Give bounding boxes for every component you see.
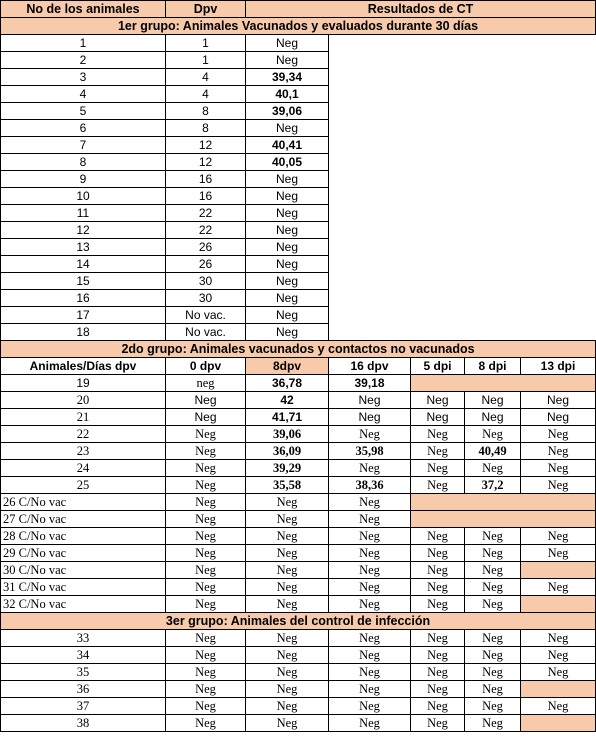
dpv-cell: 12 [166,154,246,171]
group1-row [1,171,596,188]
ct-cell: Neg [411,715,465,732]
results-table-body [1,1,596,732]
empty-cell [329,307,596,324]
ct-cell: 39,34 [246,69,329,86]
empty-cell [329,69,596,86]
group1-row [1,324,596,341]
animal-cell: 21 [1,409,166,426]
empty-cell [329,171,596,188]
empty-cell [329,205,596,222]
group1-row [1,137,596,154]
ct-cell: Neg [166,392,246,409]
header-dpv: Dpv [166,1,246,18]
dpv-cell: 8 [166,120,246,137]
ct-cell: Neg [329,715,411,732]
empty-highlight-cell [411,511,596,528]
group2-row [1,528,596,545]
ct-cell: Neg [166,630,246,647]
ct-cell: Neg [465,681,521,698]
ct-cell: Neg [411,545,465,562]
ct-cell: Neg [521,664,596,681]
group2-row [1,409,596,426]
animal-cell: 19 [1,375,166,392]
dpv-cell: 30 [166,273,246,290]
ct-cell: 35,58 [246,477,329,494]
ct-cell: Neg [166,477,246,494]
animal-cell: 7 [1,137,166,154]
ct-cell: Neg [246,494,329,511]
group2-row [1,494,596,511]
ct-cell: Neg [465,630,521,647]
group3-row [1,664,596,681]
animal-cell: 33 [1,630,166,647]
group1-row [1,86,596,103]
column-header: 0 dpv [166,358,246,375]
animal-cell: 38 [1,715,166,732]
dpv-cell: 4 [166,86,246,103]
ct-cell: Neg [411,460,465,477]
animal-cell: 13 [1,239,166,256]
group2-row [1,596,596,613]
group1-row [1,222,596,239]
animal-cell: 3 [1,69,166,86]
animal-cell: 31 C/No vac [1,579,166,596]
animal-cell: 14 [1,256,166,273]
dpv-cell: 12 [166,137,246,154]
ct-cell: Neg [329,409,411,426]
ct-cell: Neg [246,52,329,69]
ct-cell: Neg [246,664,329,681]
ct-cell: Neg [166,494,246,511]
ct-cell: Neg [329,630,411,647]
ct-cell: Neg [329,698,411,715]
ct-cell: neg [166,375,246,392]
ct-cell: Neg [411,392,465,409]
ct-cell: Neg [521,426,596,443]
ct-cell: 40,49 [465,443,521,460]
group1-row [1,120,596,137]
ct-cell: 42 [246,392,329,409]
ct-cell: Neg [411,562,465,579]
ct-cell: Neg [521,698,596,715]
ct-cell: Neg [411,596,465,613]
dpv-cell: 26 [166,256,246,273]
ct-cell: 39,06 [246,426,329,443]
ct-cell: Neg [246,222,329,239]
group3-row [1,630,596,647]
ct-cell: Neg [521,477,596,494]
animal-cell: 30 C/No vac [1,562,166,579]
main-header-row [1,1,596,18]
ct-cell: Neg [521,443,596,460]
animal-cell: 2 [1,52,166,69]
animal-cell: 22 [1,426,166,443]
animal-cell: 27 C/No vac [1,511,166,528]
column-header: Animales/Días dpv [1,358,166,375]
ct-cell: Neg [166,409,246,426]
group2-row [1,562,596,579]
column-header: 13 dpi [521,358,596,375]
dpv-cell: 4 [166,69,246,86]
animal-cell: 4 [1,86,166,103]
empty-highlight-cell [411,375,596,392]
ct-cell: Neg [521,409,596,426]
ct-cell: 38,36 [329,477,411,494]
group3-row [1,647,596,664]
group2-row [1,579,596,596]
ct-cell: Neg [166,562,246,579]
animal-cell: 32 C/No vac [1,596,166,613]
dpv-cell: 30 [166,290,246,307]
ct-cell: Neg [411,630,465,647]
ct-cell: Neg [329,460,411,477]
ct-cell: Neg [329,392,411,409]
ct-cell: Neg [166,579,246,596]
ct-cell: 39,18 [329,375,411,392]
ct-cell: Neg [246,239,329,256]
ct-cell: Neg [166,460,246,477]
ct-cell: 37,2 [465,477,521,494]
ct-cell: Neg [166,528,246,545]
dpv-cell: 1 [166,35,246,52]
ct-cell: Neg [246,630,329,647]
animal-cell: 9 [1,171,166,188]
group2-row [1,426,596,443]
group3-title: 3er grupo: Animales del control de infección [1,613,596,630]
empty-cell [329,86,596,103]
ct-cell: Neg [246,273,329,290]
empty-cell [329,120,596,137]
ct-cell: Neg [246,545,329,562]
dpv-cell: No vac. [166,324,246,341]
dpv-cell: 22 [166,205,246,222]
group3-row [1,681,596,698]
animal-cell: 35 [1,664,166,681]
animal-cell: 5 [1,103,166,120]
ct-cell: Neg [465,562,521,579]
group1-row [1,307,596,324]
empty-cell [329,239,596,256]
group1-row [1,205,596,222]
ct-cell: 36,78 [246,375,329,392]
ct-cell: 35,98 [329,443,411,460]
empty-cell [329,137,596,154]
ct-cell: Neg [411,664,465,681]
ct-cell: Neg [166,545,246,562]
column-header: 8 dpi [465,358,521,375]
animal-cell: 10 [1,188,166,205]
ct-cell: Neg [166,647,246,664]
ct-cell: 39,29 [246,460,329,477]
ct-cell: Neg [246,511,329,528]
group1-row [1,103,596,120]
ct-cell: Neg [411,528,465,545]
animal-cell: 36 [1,681,166,698]
empty-highlight-cell [521,681,596,698]
animal-cell: 16 [1,290,166,307]
ct-cell: Neg [465,409,521,426]
animal-cell: 25 [1,477,166,494]
animal-cell: 29 C/No vac [1,545,166,562]
animal-cell: 37 [1,698,166,715]
ct-cell: 39,06 [246,103,329,120]
ct-cell: Neg [246,120,329,137]
group1-row [1,69,596,86]
ct-cell: Neg [465,579,521,596]
ct-cell: Neg [166,715,246,732]
ct-cell: Neg [465,715,521,732]
ct-cell: Neg [465,664,521,681]
ct-cell: Neg [246,681,329,698]
ct-cell: Neg [411,477,465,494]
empty-cell [329,273,596,290]
group3-row [1,715,596,732]
ct-cell: Neg [246,715,329,732]
ct-cell: Neg [166,596,246,613]
group3-row [1,698,596,715]
animal-cell: 17 [1,307,166,324]
group1-row [1,52,596,69]
ct-cell: Neg [521,460,596,477]
dpv-cell: 22 [166,222,246,239]
ct-cell: Neg [246,698,329,715]
animal-cell: 15 [1,273,166,290]
dpv-cell: 26 [166,239,246,256]
ct-cell: Neg [465,528,521,545]
animal-cell: 1 [1,35,166,52]
group2-row [1,392,596,409]
animal-cell: 6 [1,120,166,137]
animal-cell: 8 [1,154,166,171]
group1-row [1,35,596,52]
dpv-cell: 1 [166,52,246,69]
group1-row [1,256,596,273]
ct-cell: Neg [465,698,521,715]
ct-cell: Neg [166,664,246,681]
ct-cell: Neg [246,647,329,664]
ct-cell: Neg [166,698,246,715]
group1-row [1,188,596,205]
ct-cell: Neg [521,630,596,647]
group1-row [1,290,596,307]
animal-cell: 28 C/No vac [1,528,166,545]
group1-row [1,154,596,171]
ct-cell: Neg [465,545,521,562]
ct-cell: Neg [246,528,329,545]
ct-cell: Neg [246,35,329,52]
ct-cell: Neg [465,392,521,409]
ct-cell: Neg [411,443,465,460]
ct-cell: Neg [166,681,246,698]
ct-cell: Neg [465,647,521,664]
ct-cell: Neg [329,562,411,579]
ct-cell: Neg [521,647,596,664]
animal-cell: 34 [1,647,166,664]
empty-cell [329,324,596,341]
ct-cell: Neg [329,647,411,664]
empty-cell [329,222,596,239]
ct-cell: Neg [246,596,329,613]
ct-cell: Neg [411,698,465,715]
animal-cell: 26 C/No vac [1,494,166,511]
ct-cell: Neg [246,171,329,188]
group2-row [1,477,596,494]
group2-row [1,511,596,528]
ct-cell: Neg [329,426,411,443]
group1-title-row [1,18,596,35]
ct-cell: Neg [521,579,596,596]
ct-cell: Neg [246,579,329,596]
empty-highlight-cell [521,715,596,732]
ct-cell: Neg [329,596,411,613]
ct-cell: Neg [411,647,465,664]
ct-cell: Neg [465,596,521,613]
animal-cell: 12 [1,222,166,239]
animal-cell: 24 [1,460,166,477]
ct-cell: Neg [411,681,465,698]
group1-row [1,239,596,256]
header-animals: No de los animales [1,1,166,18]
ct-cell: Neg [521,528,596,545]
ct-cell: Neg [465,460,521,477]
ct-cell: Neg [246,188,329,205]
ct-cell: Neg [411,426,465,443]
animal-cell: 20 [1,392,166,409]
ct-cell: Neg [411,579,465,596]
ct-cell: 40,41 [246,137,329,154]
empty-cell [329,35,596,52]
group2-title: 2do grupo: Animales vacunados y contactos no vacunados [1,341,596,358]
group2-row [1,460,596,477]
ct-cell: Neg [246,324,329,341]
ct-cell: Neg [411,409,465,426]
dpv-cell: 16 [166,171,246,188]
group2-row [1,545,596,562]
dpv-cell: No vac. [166,307,246,324]
ct-cell: Neg [329,545,411,562]
ct-cell: Neg [329,681,411,698]
ct-cell: Neg [465,426,521,443]
ct-cell: Neg [246,205,329,222]
empty-highlight-cell [411,494,596,511]
animal-cell: 23 [1,443,166,460]
ct-cell: Neg [329,579,411,596]
ct-cell: 41,71 [246,409,329,426]
animal-cell: 11 [1,205,166,222]
empty-cell [329,154,596,171]
ct-cell: Neg [246,307,329,324]
animal-cell: 18 [1,324,166,341]
dpv-cell: 16 [166,188,246,205]
ct-cell: Neg [246,290,329,307]
empty-highlight-cell [521,596,596,613]
ct-cell: Neg [166,426,246,443]
ct-cell: Neg [521,392,596,409]
group2-row [1,375,596,392]
empty-cell [329,52,596,69]
ct-cell: 40,05 [246,154,329,171]
header-ct-results: Resultados de CT [246,1,596,18]
ct-cell: Neg [166,511,246,528]
empty-cell [329,256,596,273]
group2-row [1,443,596,460]
ct-cell: Neg [329,528,411,545]
column-header: 5 dpi [411,358,465,375]
column-header: 8dpv [246,358,329,375]
ct-cell: 36,09 [246,443,329,460]
group2-title-row [1,341,596,358]
ct-cell: Neg [329,664,411,681]
empty-cell [329,103,596,120]
ct-cell: Neg [329,494,411,511]
empty-cell [329,188,596,205]
ct-cell: Neg [246,256,329,273]
group1-title: 1er grupo: Animales Vacunados y evaluados durante 30 días [1,18,596,35]
empty-cell [329,290,596,307]
column-header: 16 dpv [329,358,411,375]
dpv-cell: 8 [166,103,246,120]
group2-columns-row [1,358,596,375]
ct-cell: Neg [329,511,411,528]
group1-row [1,273,596,290]
ct-cell: Neg [246,562,329,579]
ct-cell: Neg [166,443,246,460]
ct-cell: Neg [521,545,596,562]
ct-cell: 40,1 [246,86,329,103]
group3-title-row [1,613,596,630]
empty-highlight-cell [521,562,596,579]
